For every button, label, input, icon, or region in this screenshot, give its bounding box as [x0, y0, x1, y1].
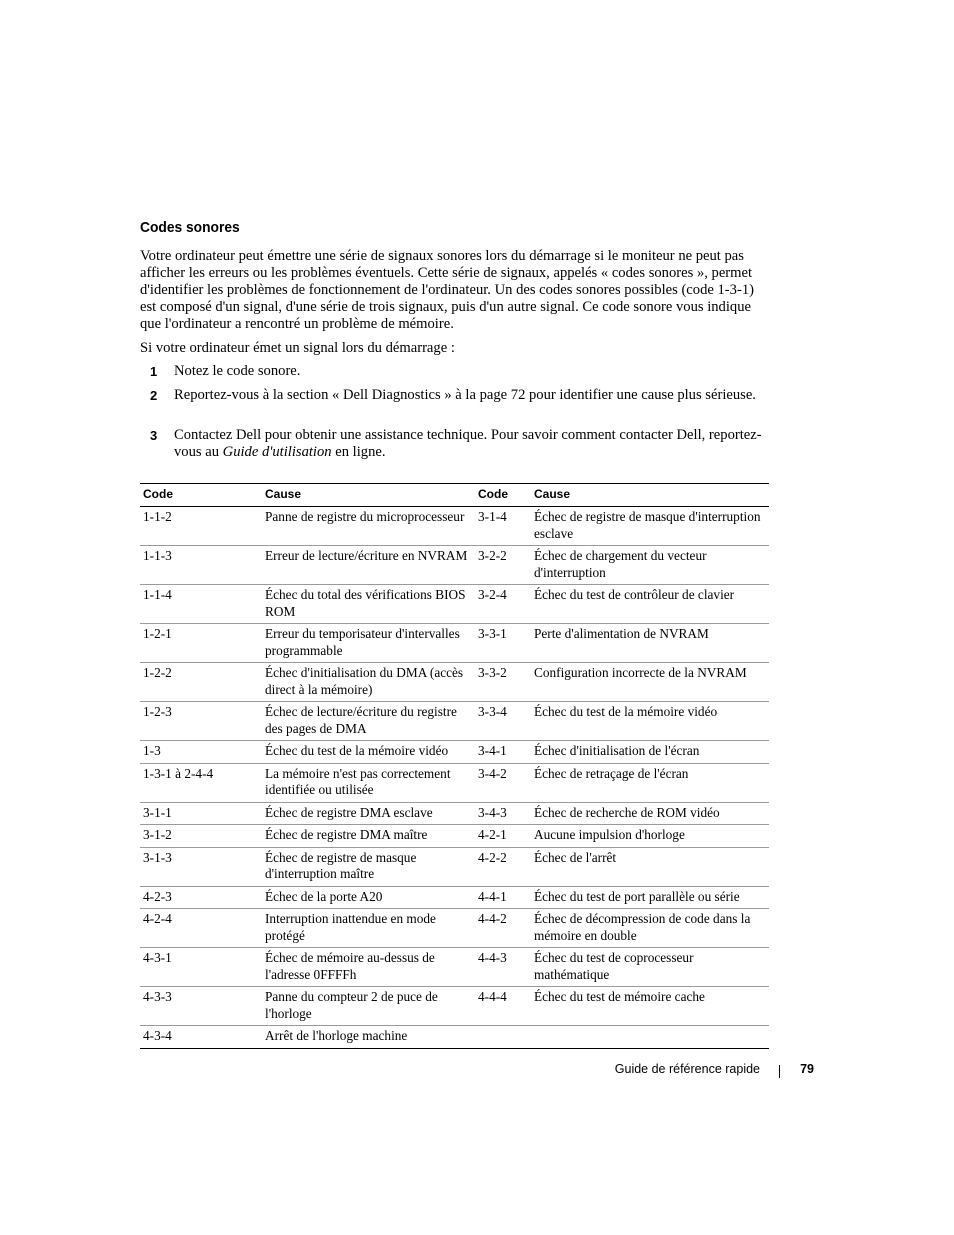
table-body: [140, 507, 769, 1049]
table-row: [140, 825, 769, 848]
cause-cell: Échec de retraçage de l'écran: [534, 765, 689, 781]
code-cell: 4-4-3: [478, 950, 507, 965]
table-row: [140, 585, 769, 624]
code-cell: 1-3: [143, 743, 161, 758]
cause-cell: Échec du test de port parallèle ou série: [534, 888, 740, 904]
table-row: [140, 987, 769, 1026]
code-cell: 3-3-4: [478, 704, 507, 719]
table-row: [140, 663, 769, 702]
cause-cell: Échec de chargement du vecteur d'interruption: [534, 548, 707, 580]
cause-cell: Échec de l'arrêt: [534, 849, 617, 865]
step-text: Reportez-vous à la section « Dell Diagnostics » à la page 72 pour identifier une cause plus sérieuse.: [174, 387, 756, 403]
step-text-end: en ligne.: [331, 444, 386, 460]
code-cell: 4-2-1: [478, 827, 507, 842]
cause-cell: Échec de registre de masque d'interruption esclave: [534, 509, 761, 541]
column-header-cause: Cause: [265, 487, 302, 502]
table-row: [140, 741, 769, 764]
cause-cell: La mémoire n'est pas correctement identifiée ou utilisée: [265, 765, 451, 797]
table-row: [140, 802, 769, 825]
page-number: 79: [800, 1062, 814, 1076]
code-cell: 3-3-1: [478, 626, 507, 641]
code-cell: 3-4-2: [478, 765, 507, 781]
code-cell: 4-3-1: [143, 950, 172, 965]
code-cell: 1-2-3: [143, 704, 172, 719]
cause-cell: Échec de la porte A20: [265, 888, 383, 904]
table-row: [140, 886, 769, 909]
code-cell: 3-1-4: [478, 509, 507, 524]
cause-cell: Échec de recherche de ROM vidéo: [534, 804, 720, 820]
table-row: [140, 909, 769, 948]
code-cell: 3-4-1: [478, 743, 507, 758]
code-cell: 3-1-1: [143, 804, 172, 820]
footer-separator: [779, 1065, 780, 1078]
cause-cell: Aucune impulsion d'horloge: [534, 827, 685, 842]
table-row: [140, 546, 769, 585]
table-row: [140, 763, 769, 802]
cause-cell: Échec de registre DMA maître: [265, 827, 428, 842]
cause-cell: Erreur de lecture/écriture en NVRAM: [265, 548, 468, 563]
cause-cell: Échec du test de mémoire cache: [534, 989, 705, 1004]
step-text-start: Contactez Dell pour obtenir une assistance technique. Pour savoir comment contacter Dell, reportez-vous au: [174, 427, 762, 460]
code-cell: 1-1-4: [143, 587, 172, 602]
cause-cell: Erreur du temporisateur d'intervalles programmable: [265, 626, 460, 658]
cause-cell: Échec du test de contrôleur de clavier: [534, 587, 735, 602]
section-heading: Codes sonores: [140, 219, 240, 236]
code-cell: 3-1-2: [143, 827, 172, 842]
code-cell: 4-3-4: [143, 1028, 172, 1043]
cause-cell: Interruption inattendue en mode protégé: [265, 911, 436, 943]
code-cell: 3-2-2: [478, 548, 507, 563]
guide-title: Guide d'utilisation: [222, 444, 332, 460]
code-cell: 3-3-2: [478, 665, 507, 680]
code-cell: 4-4-1: [478, 888, 507, 904]
page-footer: [560, 1062, 814, 1080]
cause-cell: Arrêt de l'horloge machine: [265, 1028, 408, 1043]
cause-cell: Configuration incorrecte de la NVRAM: [534, 665, 747, 680]
cause-cell: Échec d'initialisation du DMA (accès direct à la mémoire): [265, 665, 464, 697]
code-cell: 3-2-4: [478, 587, 507, 602]
step-number: 2: [150, 388, 158, 403]
table-row: [140, 624, 769, 663]
beep-codes-table: [140, 483, 769, 1049]
code-cell: 1-2-1: [143, 626, 172, 641]
code-cell: 4-2-2: [478, 849, 507, 865]
table-header-row: [140, 484, 769, 507]
code-cell: 4-2-3: [143, 888, 172, 904]
table-row: [140, 507, 769, 546]
intro-paragraph: Votre ordinateur peut émettre une série de signaux sonores lors du démarrage si le moniteur ne peut pas afficher les erreurs ou les problèmes éventuels. Cette série de signaux, appelés « codes sonores », permet d'identifier les problèmes de fonctionnement de l'ordinateur. Un des codes sonores possibles (code 1-3-1) est composé d'un signal, d'une série de trois signaux, puis d'un autre signal. Ce code sonore vous indique que l'ordinateur a rencontré un problème de mémoire.: [140, 248, 754, 332]
code-cell: 1-1-3: [143, 548, 172, 563]
step-text: Notez le code sonore.: [174, 363, 301, 379]
step-number: 3: [150, 428, 158, 443]
cause-cell: Panne de registre du microprocesseur: [265, 509, 465, 524]
cause-cell: Échec d'initialisation de l'écran: [534, 743, 700, 758]
column-header-code: Code: [478, 487, 508, 502]
footer-title: Guide de référence rapide: [614, 1062, 760, 1076]
table-row: [140, 702, 769, 741]
code-cell: 4-4-2: [478, 911, 507, 926]
cause-cell: [531, 1026, 769, 1049]
step-number: 1: [150, 364, 158, 379]
cause-cell: Échec du test de la mémoire vidéo: [265, 743, 449, 758]
code-cell: 4-4-4: [478, 989, 507, 1004]
cause-cell: Échec du test de la mémoire vidéo: [534, 704, 718, 719]
code-cell: 3-1-3: [143, 849, 172, 865]
table-row: [140, 948, 769, 987]
code-cell: 3-4-3: [478, 804, 507, 820]
cause-cell: Échec de lecture/écriture du registre des pages de DMA: [265, 704, 457, 736]
cause-cell: Échec de registre DMA esclave: [265, 804, 433, 820]
table-row: [140, 847, 769, 886]
cause-cell: Échec du test de coprocesseur mathématique: [534, 950, 694, 982]
cause-cell: Échec du total des vérifications BIOS ROM: [265, 587, 466, 619]
code-cell: 1-2-2: [143, 665, 172, 680]
lead-paragraph: Si votre ordinateur émet un signal lors du démarrage :: [140, 340, 455, 356]
cause-cell: Échec de décompression de code dans la mémoire en double: [534, 911, 751, 943]
code-cell: 4-2-4: [143, 911, 172, 926]
cause-cell: Échec de registre de masque d'interruption maître: [265, 849, 417, 881]
cause-cell: Panne du compteur 2 de puce de l'horloge: [265, 989, 438, 1021]
code-cell: 1-3-1 à 2-4-4: [143, 765, 214, 781]
table-row: [140, 1026, 769, 1049]
step-text: [174, 427, 770, 461]
code-cell: [475, 1026, 531, 1049]
code-cell: 1-1-2: [143, 509, 172, 524]
column-header-code: Code: [143, 487, 173, 502]
cause-cell: Perte d'alimentation de NVRAM: [534, 626, 709, 641]
cause-cell: Échec de mémoire au-dessus de l'adresse 0FFFFh: [265, 950, 435, 982]
code-cell: 4-3-3: [143, 989, 172, 1004]
column-header-cause: Cause: [534, 487, 571, 502]
